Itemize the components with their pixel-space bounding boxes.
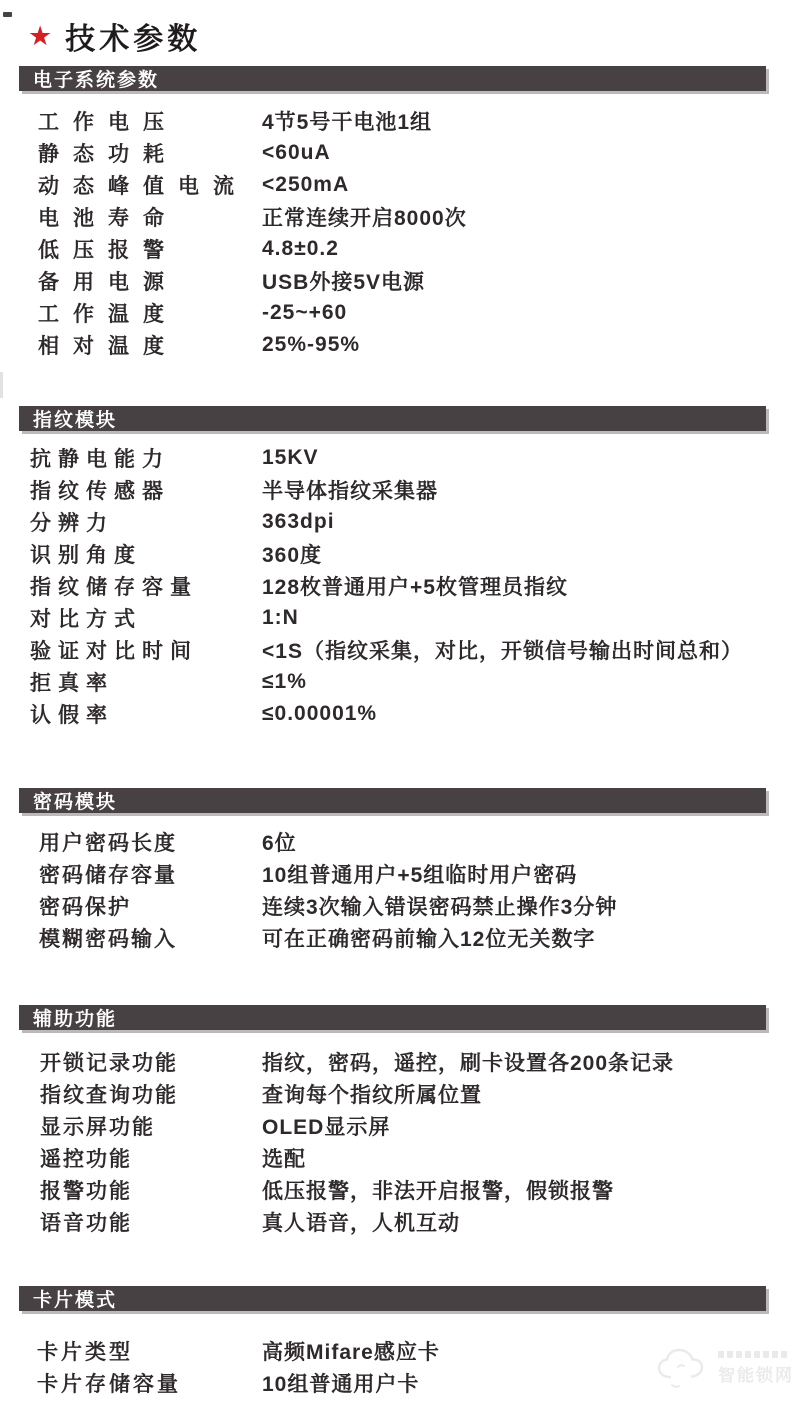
spec-label: 卡片存储容量	[37, 1373, 181, 1396]
spec-value: 15KV	[262, 446, 319, 469]
spec-label: 分辨力	[30, 512, 114, 535]
spec-label: 电池寿命	[38, 207, 178, 230]
star-icon: ★	[28, 20, 53, 51]
spec-label: 工作温度	[38, 303, 178, 326]
watermark-text-block	[718, 1351, 794, 1386]
section-fingerprint-module	[0, 406, 800, 730]
section-header-bar	[19, 66, 766, 91]
spec-row	[0, 137, 800, 169]
spec-row	[0, 201, 800, 233]
spec-value: 360度	[262, 544, 323, 567]
spec-label: 备用电源	[38, 271, 178, 294]
spec-value: -25~+60	[262, 301, 348, 324]
spec-value: <250mA	[262, 173, 350, 196]
spec-value: 可在正确密码前输入12位无关数字	[262, 928, 596, 951]
spec-row	[0, 1206, 800, 1238]
spec-value: 查询每个指纹所属位置	[262, 1084, 482, 1107]
spec-value: 选配	[262, 1148, 306, 1171]
section-electronic-system	[0, 66, 800, 361]
spec-label: 开锁记录功能	[40, 1052, 178, 1075]
watermark	[656, 1340, 796, 1396]
spec-value: 4.8±0.2	[262, 237, 339, 260]
spec-label: 卡片类型	[37, 1341, 133, 1364]
section-header-bar	[19, 788, 766, 813]
spec-value: ≤1%	[262, 670, 307, 693]
spec-value: 363dpi	[262, 510, 335, 533]
spec-label: 报警功能	[40, 1180, 132, 1203]
spec-label: 密码储存容量	[39, 864, 177, 887]
spec-label: 认假率	[30, 704, 114, 727]
spec-row	[0, 826, 800, 858]
spec-row	[0, 506, 800, 538]
spec-label: 识别角度	[30, 544, 142, 567]
spec-row	[0, 1174, 800, 1206]
spec-row	[0, 698, 800, 730]
spec-row	[0, 922, 800, 954]
section-rows	[0, 431, 800, 730]
spec-row	[0, 1110, 800, 1142]
spec-row	[0, 1078, 800, 1110]
section-title: 密码模块	[33, 792, 118, 813]
spec-label: 低压报警	[38, 239, 178, 262]
spec-label: 对比方式	[30, 608, 142, 631]
spec-row	[0, 297, 800, 329]
spec-row	[0, 105, 800, 137]
scan-artifact	[3, 12, 12, 17]
spec-value: 真人语音，人机互动	[262, 1212, 460, 1235]
spec-label: 显示屏功能	[40, 1116, 155, 1139]
section-title: 辅助功能	[33, 1009, 118, 1030]
spec-value: USB外接5V电源	[262, 271, 426, 294]
watermark-url-line	[718, 1351, 790, 1358]
spec-value: 高频Mifare感应卡	[262, 1341, 440, 1364]
spec-label: 语音功能	[40, 1212, 132, 1235]
section-rows	[0, 1030, 800, 1238]
spec-value: 10组普通用户+5组临时用户密码	[262, 864, 578, 887]
spec-value: 25%-95%	[262, 333, 361, 356]
page-header	[28, 14, 201, 58]
spec-label: 动态峰值电流	[38, 175, 248, 198]
spec-label: 静态功耗	[38, 143, 178, 166]
spec-value: <60uA	[262, 141, 331, 164]
spec-label: 指纹储存容量	[30, 576, 198, 599]
spec-value: OLED显示屏	[262, 1116, 391, 1139]
spec-row	[0, 329, 800, 361]
spec-label: 密码保护	[39, 896, 131, 919]
spec-row	[0, 538, 800, 570]
spec-row	[0, 442, 800, 474]
spec-label: 指纹查询功能	[40, 1084, 178, 1107]
section-title: 指纹模块	[33, 410, 118, 431]
section-title: 卡片模式	[33, 1290, 118, 1311]
section-header-bar	[19, 1005, 766, 1030]
spec-value: 6位	[262, 832, 297, 855]
spec-row	[0, 890, 800, 922]
section-header-bar	[19, 1286, 766, 1311]
cloud-logo-icon	[656, 1345, 712, 1391]
spec-label: 相对温度	[38, 335, 178, 358]
spec-value: 128枚普通用户+5枚管理员指纹	[262, 576, 568, 599]
spec-label: 验证对比时间	[30, 640, 198, 663]
spec-row	[0, 169, 800, 201]
spec-row	[0, 474, 800, 506]
spec-value: <1S（指纹采集，对比，开锁信号输出时间总和）	[262, 640, 743, 663]
section-rows	[0, 91, 800, 361]
section-title: 电子系统参数	[33, 70, 160, 91]
spec-row	[0, 666, 800, 698]
spec-value: 低压报警，非法开启报警，假锁报警	[262, 1180, 614, 1203]
spec-row	[0, 1046, 800, 1078]
spec-label: 工作电压	[38, 111, 178, 134]
section-rows	[0, 813, 800, 954]
spec-row	[0, 858, 800, 890]
spec-row	[0, 265, 800, 297]
spec-label: 用户密码长度	[39, 832, 177, 855]
spec-value: 4节5号干电池1组	[262, 111, 433, 134]
scan-artifact	[0, 372, 3, 398]
spec-label: 指纹传感器	[30, 480, 170, 503]
spec-row	[0, 570, 800, 602]
spec-value: 半导体指纹采集器	[262, 480, 438, 503]
section-auxiliary-functions	[0, 1005, 800, 1238]
spec-value: 正常连续开启8000次	[262, 207, 467, 230]
spec-row	[0, 1142, 800, 1174]
spec-value: 连续3次输入错误密码禁止操作3分钟	[262, 896, 618, 919]
spec-label: 拒真率	[30, 672, 114, 695]
spec-label: 遥控功能	[40, 1148, 132, 1171]
spec-value: 10组普通用户卡	[262, 1373, 420, 1396]
watermark-label: 智能锁网	[718, 1365, 794, 1385]
spec-value: ≤0.00001%	[262, 702, 378, 725]
spec-value: 指纹，密码，遥控，刷卡设置各200条记录	[262, 1052, 675, 1075]
section-header-bar	[19, 406, 766, 431]
section-password-module	[0, 788, 800, 954]
spec-value: 1:N	[262, 606, 299, 629]
spec-label: 抗静电能力	[30, 448, 170, 471]
page-title: 技术参数	[65, 23, 202, 56]
spec-row	[0, 602, 800, 634]
spec-row	[0, 233, 800, 265]
spec-label: 模糊密码输入	[39, 928, 177, 951]
spec-row	[0, 634, 800, 666]
